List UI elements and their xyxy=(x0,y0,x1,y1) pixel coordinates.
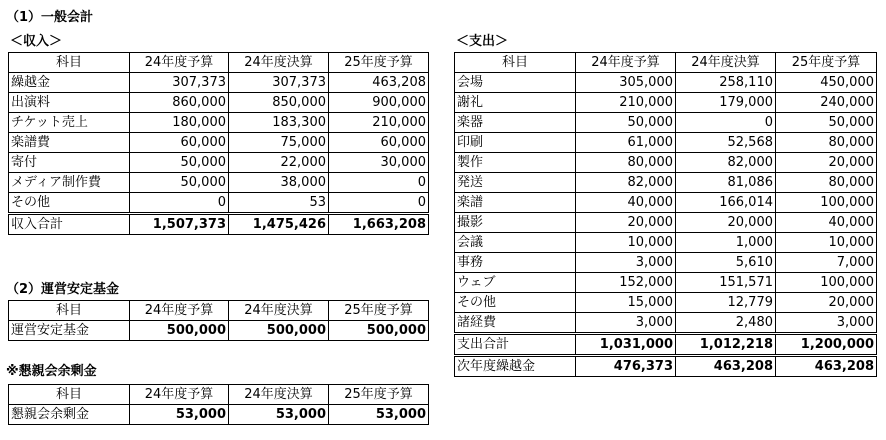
cell-value: 2,480 xyxy=(676,313,776,334)
cell-value: 20,000 xyxy=(776,153,877,173)
cell-value: 900,000 xyxy=(329,93,429,113)
expense-header-row xyxy=(455,53,877,73)
cell-value: 307,373 xyxy=(229,73,329,93)
cell-value: 7,000 xyxy=(776,253,877,273)
header-subject: 科目 xyxy=(9,385,130,405)
table-row xyxy=(455,153,877,173)
row-label: ウェブ xyxy=(455,273,576,293)
cell-value: 10,000 xyxy=(776,233,877,253)
cell-value: 305,000 xyxy=(576,73,676,93)
cell-value: 1,200,000 xyxy=(776,334,877,356)
cell-value: 30,000 xyxy=(329,153,429,173)
header-fy24-budget: 24年度予算 xyxy=(576,53,676,73)
row-label: 次年度繰越金 xyxy=(455,356,576,377)
fund-title: （2）運営安定基金 xyxy=(6,282,120,297)
cell-value: 450,000 xyxy=(776,73,877,93)
header-fy24-budget: 24年度予算 xyxy=(130,53,229,73)
row-label: 謝礼 xyxy=(455,93,576,113)
cell-value: 50,000 xyxy=(576,113,676,133)
row-label: 製作 xyxy=(455,153,576,173)
cell-value: 0 xyxy=(676,113,776,133)
table-row xyxy=(455,253,877,273)
cell-value: 3,000 xyxy=(576,253,676,273)
cell-value: 81,086 xyxy=(676,173,776,193)
cell-value: 1,000 xyxy=(676,233,776,253)
cell-value: 180,000 xyxy=(130,113,229,133)
cell-value: 82,000 xyxy=(576,173,676,193)
table-row xyxy=(9,173,429,193)
table-row xyxy=(9,133,429,153)
header-fy25-budget: 25年度予算 xyxy=(329,53,429,73)
cell-value: 15,000 xyxy=(576,293,676,313)
cell-value: 500,000 xyxy=(229,321,329,341)
cell-value: 463,208 xyxy=(676,356,776,377)
fund-table xyxy=(8,300,429,341)
header-fy25-budget: 25年度予算 xyxy=(329,385,429,405)
row-label: 発送 xyxy=(455,173,576,193)
cell-value: 0 xyxy=(329,193,429,214)
cell-value: 166,014 xyxy=(676,193,776,213)
table-row xyxy=(9,113,429,133)
cell-value: 20,000 xyxy=(576,213,676,233)
cell-value: 100,000 xyxy=(776,273,877,293)
row-label: 諸経費 xyxy=(455,313,576,334)
table-row xyxy=(455,213,877,233)
header-fy24-actual: 24年度決算 xyxy=(229,385,329,405)
cell-value: 1,012,218 xyxy=(676,334,776,356)
row-label: 楽器 xyxy=(455,113,576,133)
cell-value: 463,208 xyxy=(776,356,877,377)
table-row xyxy=(9,405,429,425)
cell-value: 179,000 xyxy=(676,93,776,113)
table-row xyxy=(455,313,877,334)
row-label: 楽譜 xyxy=(455,193,576,213)
cell-value: 850,000 xyxy=(229,93,329,113)
row-label: 楽譜費 xyxy=(9,133,130,153)
expense-title: ＜支出＞ xyxy=(456,34,509,49)
row-label: 収入合計 xyxy=(9,214,130,235)
income-table xyxy=(8,52,429,235)
cell-value: 50,000 xyxy=(130,153,229,173)
header-fy24-actual: 24年度決算 xyxy=(229,301,329,321)
row-label: メディア制作費 xyxy=(9,173,130,193)
cell-value: 307,373 xyxy=(130,73,229,93)
fund-header-row xyxy=(9,301,429,321)
row-label: その他 xyxy=(455,293,576,313)
table-row xyxy=(455,113,877,133)
table-row xyxy=(9,321,429,341)
social-table xyxy=(8,384,429,425)
cell-value: 40,000 xyxy=(776,213,877,233)
table-row xyxy=(455,93,877,113)
cell-value: 80,000 xyxy=(576,153,676,173)
header-fy24-actual: 24年度決算 xyxy=(229,53,329,73)
table-row xyxy=(455,173,877,193)
cell-value: 3,000 xyxy=(576,313,676,334)
cell-value: 61,000 xyxy=(576,133,676,153)
table-row xyxy=(9,193,429,214)
section1-title: （1）一般会計 xyxy=(6,10,94,25)
row-label: 寄付 xyxy=(9,153,130,173)
cell-value: 50,000 xyxy=(130,173,229,193)
table-row xyxy=(455,193,877,213)
row-label: 繰越金 xyxy=(9,73,130,93)
cell-value: 20,000 xyxy=(776,293,877,313)
cell-value: 1,475,426 xyxy=(229,214,329,235)
cell-value: 38,000 xyxy=(229,173,329,193)
expense-table xyxy=(454,52,877,377)
cell-value: 10,000 xyxy=(576,233,676,253)
cell-value: 3,000 xyxy=(776,313,877,334)
expense-total-row xyxy=(455,334,877,356)
header-fy25-budget: 25年度予算 xyxy=(776,53,877,73)
cell-value: 53 xyxy=(229,193,329,214)
cell-value: 60,000 xyxy=(329,133,429,153)
table-row xyxy=(9,73,429,93)
cell-value: 5,610 xyxy=(676,253,776,273)
table-row xyxy=(455,293,877,313)
row-label: 撮影 xyxy=(455,213,576,233)
row-label: 懇親会余剰金 xyxy=(9,405,130,425)
cell-value: 1,663,208 xyxy=(329,214,429,235)
cell-value: 0 xyxy=(130,193,229,214)
cell-value: 860,000 xyxy=(130,93,229,113)
cell-value: 75,000 xyxy=(229,133,329,153)
cell-value: 210,000 xyxy=(329,113,429,133)
cell-value: 240,000 xyxy=(776,93,877,113)
cell-value: 40,000 xyxy=(576,193,676,213)
row-label: 印刷 xyxy=(455,133,576,153)
cell-value: 52,568 xyxy=(676,133,776,153)
cell-value: 476,373 xyxy=(576,356,676,377)
cell-value: 53,000 xyxy=(130,405,229,425)
cell-value: 20,000 xyxy=(676,213,776,233)
social-title: ※懇親会余剰金 xyxy=(6,364,97,379)
row-label: その他 xyxy=(9,193,130,214)
cell-value: 152,000 xyxy=(576,273,676,293)
row-label: チケット売上 xyxy=(9,113,130,133)
header-subject: 科目 xyxy=(9,301,130,321)
cell-value: 53,000 xyxy=(329,405,429,425)
table-row xyxy=(455,233,877,253)
table-row xyxy=(9,93,429,113)
cell-value: 50,000 xyxy=(776,113,877,133)
header-fy24-actual: 24年度決算 xyxy=(676,53,776,73)
row-label: 事務 xyxy=(455,253,576,273)
income-total-row xyxy=(9,214,429,235)
header-fy24-budget: 24年度予算 xyxy=(130,385,229,405)
cell-value: 60,000 xyxy=(130,133,229,153)
cell-value: 80,000 xyxy=(776,173,877,193)
row-label: 支出合計 xyxy=(455,334,576,356)
cell-value: 100,000 xyxy=(776,193,877,213)
cell-value: 258,110 xyxy=(676,73,776,93)
row-label: 会場 xyxy=(455,73,576,93)
cell-value: 151,571 xyxy=(676,273,776,293)
cell-value: 80,000 xyxy=(776,133,877,153)
header-fy25-budget: 25年度予算 xyxy=(329,301,429,321)
row-label: 運営安定基金 xyxy=(9,321,130,341)
cell-value: 53,000 xyxy=(229,405,329,425)
cell-value: 82,000 xyxy=(676,153,776,173)
table-row xyxy=(455,73,877,93)
cell-value: 0 xyxy=(329,173,429,193)
header-subject: 科目 xyxy=(9,53,130,73)
row-label: 出演料 xyxy=(9,93,130,113)
cell-value: 500,000 xyxy=(130,321,229,341)
carryover-row xyxy=(455,356,877,377)
cell-value: 183,300 xyxy=(229,113,329,133)
cell-value: 463,208 xyxy=(329,73,429,93)
cell-value: 1,031,000 xyxy=(576,334,676,356)
row-label: 会議 xyxy=(455,233,576,253)
cell-value: 210,000 xyxy=(576,93,676,113)
social-header-row xyxy=(9,385,429,405)
income-header-row xyxy=(9,53,429,73)
income-title: ＜収入＞ xyxy=(10,34,63,49)
table-row xyxy=(455,273,877,293)
header-fy24-budget: 24年度予算 xyxy=(130,301,229,321)
table-row xyxy=(455,133,877,153)
cell-value: 1,507,373 xyxy=(130,214,229,235)
header-subject: 科目 xyxy=(455,53,576,73)
cell-value: 12,779 xyxy=(676,293,776,313)
table-row xyxy=(9,153,429,173)
cell-value: 500,000 xyxy=(329,321,429,341)
cell-value: 22,000 xyxy=(229,153,329,173)
